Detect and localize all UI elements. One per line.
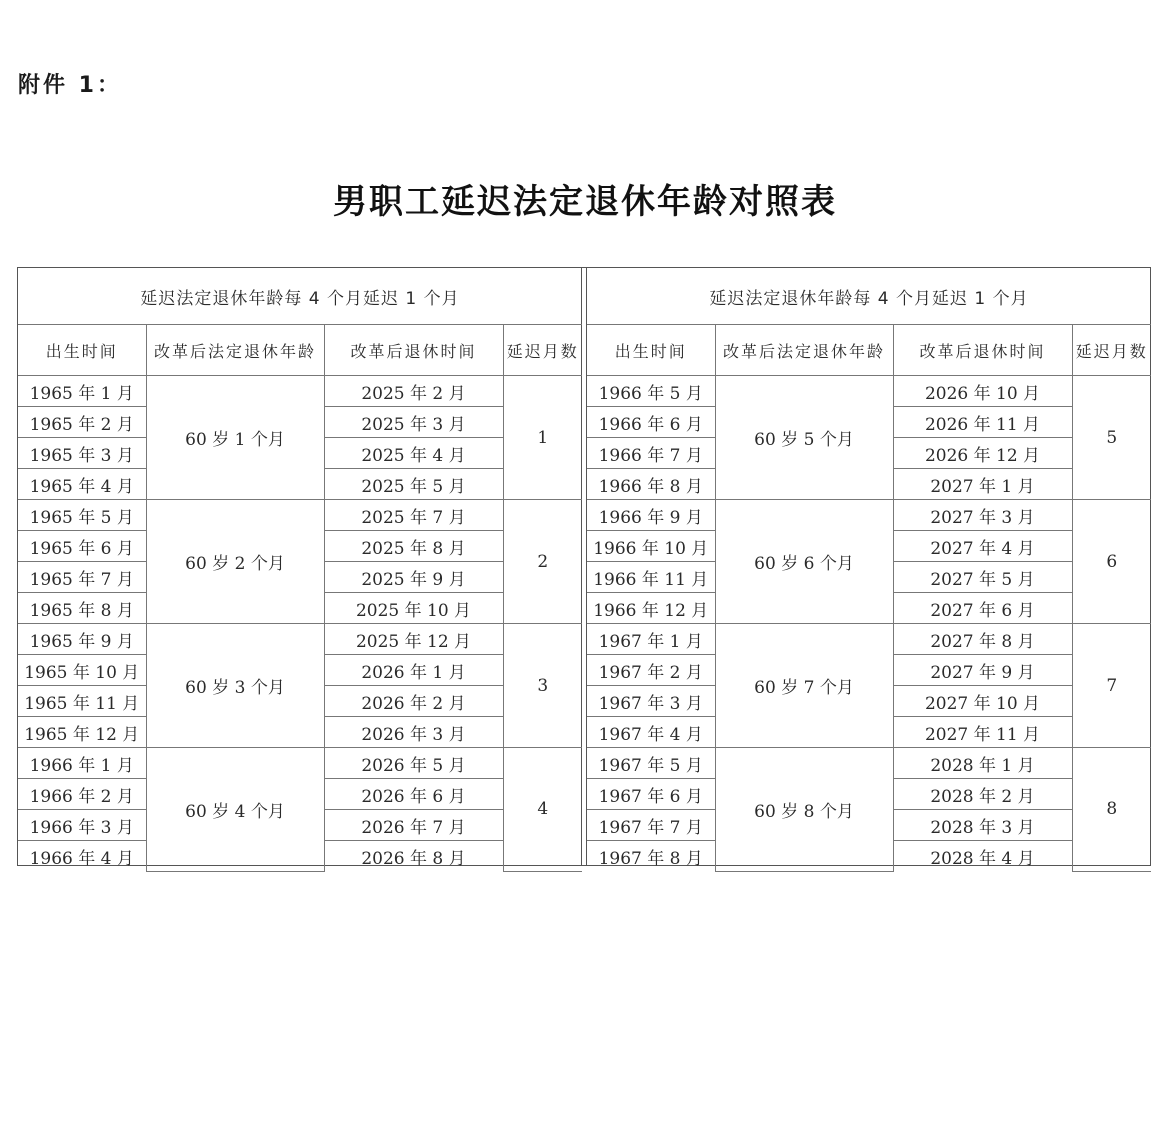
retirement-age-cell: 60 岁 4 个月	[146, 748, 324, 872]
birth-cell: 1965 年 4 月	[18, 469, 146, 500]
retirement-time-cell: 2027 年 1 月	[893, 469, 1072, 500]
left-table	[18, 268, 582, 872]
retirement-time-cell: 2026 年 6 月	[324, 779, 503, 810]
retirement-time-cell: 2028 年 4 月	[893, 841, 1072, 872]
delay-months-cell: 5	[1072, 376, 1151, 500]
retirement-time-cell: 2026 年 2 月	[324, 686, 503, 717]
retirement-time-cell: 2025 年 7 月	[324, 500, 503, 531]
retirement-time-cell: 2025 年 4 月	[324, 438, 503, 469]
retirement-time-cell: 2028 年 2 月	[893, 779, 1072, 810]
table-right-half	[586, 268, 1150, 869]
retirement-time-cell: 2025 年 2 月	[324, 376, 503, 407]
retirement-time-cell: 2025 年 3 月	[324, 407, 503, 438]
retirement-time-cell: 2026 年 11 月	[893, 407, 1072, 438]
birth-cell: 1966 年 12 月	[587, 593, 715, 624]
birth-cell: 1966 年 9 月	[587, 500, 715, 531]
birth-cell: 1966 年 11 月	[587, 562, 715, 593]
retirement-time-cell: 2027 年 6 月	[893, 593, 1072, 624]
birth-cell: 1965 年 5 月	[18, 500, 146, 531]
retirement-time-cell: 2026 年 1 月	[324, 655, 503, 686]
col-header-age: 改革后法定退休年龄	[715, 325, 893, 376]
retirement-time-cell: 2026 年 12 月	[893, 438, 1072, 469]
retirement-time-cell: 2025 年 9 月	[324, 562, 503, 593]
retirement-age-cell: 60 岁 5 个月	[715, 376, 893, 500]
group-header: 延迟法定退休年龄每 4 个月延迟 1 个月	[18, 268, 582, 325]
table-left-half	[18, 268, 582, 869]
retirement-time-cell: 2026 年 7 月	[324, 810, 503, 841]
birth-cell: 1965 年 12 月	[18, 717, 146, 748]
birth-cell: 1967 年 1 月	[587, 624, 715, 655]
col-header-age: 改革后法定退休年龄	[146, 325, 324, 376]
col-header-delay: 延迟月数	[1072, 325, 1151, 376]
table-row	[587, 500, 1151, 531]
group-header: 延迟法定退休年龄每 4 个月延迟 1 个月	[587, 268, 1151, 325]
birth-cell: 1966 年 8 月	[587, 469, 715, 500]
retirement-time-cell: 2025 年 12 月	[324, 624, 503, 655]
retirement-time-cell: 2028 年 1 月	[893, 748, 1072, 779]
retirement-age-cell: 60 岁 2 个月	[146, 500, 324, 624]
birth-cell: 1966 年 7 月	[587, 438, 715, 469]
birth-cell: 1965 年 10 月	[18, 655, 146, 686]
birth-cell: 1967 年 2 月	[587, 655, 715, 686]
document-title: 男职工延迟法定退休年龄对照表	[333, 182, 837, 222]
birth-cell: 1965 年 6 月	[18, 531, 146, 562]
table-row	[18, 624, 582, 655]
birth-cell: 1967 年 6 月	[587, 779, 715, 810]
table-row	[587, 376, 1151, 407]
retirement-time-cell: 2026 年 3 月	[324, 717, 503, 748]
birth-cell: 1966 年 2 月	[18, 779, 146, 810]
birth-cell: 1966 年 10 月	[587, 531, 715, 562]
table-row	[587, 748, 1151, 779]
retirement-time-cell: 2025 年 10 月	[324, 593, 503, 624]
retirement-time-cell: 2025 年 5 月	[324, 469, 503, 500]
delay-months-cell: 1	[503, 376, 582, 500]
birth-cell: 1966 年 6 月	[587, 407, 715, 438]
birth-cell: 1967 年 7 月	[587, 810, 715, 841]
retirement-time-cell: 2027 年 4 月	[893, 531, 1072, 562]
delay-months-cell: 8	[1072, 748, 1151, 872]
birth-cell: 1967 年 8 月	[587, 841, 715, 872]
table-row	[587, 624, 1151, 655]
birth-cell: 1965 年 7 月	[18, 562, 146, 593]
delay-months-cell: 4	[503, 748, 582, 872]
retirement-time-cell: 2027 年 3 月	[893, 500, 1072, 531]
right-table	[587, 268, 1151, 872]
birth-cell: 1966 年 1 月	[18, 748, 146, 779]
table-row	[18, 500, 582, 531]
retirement-age-cell: 60 岁 3 个月	[146, 624, 324, 748]
birth-cell: 1966 年 3 月	[18, 810, 146, 841]
birth-cell: 1967 年 3 月	[587, 686, 715, 717]
retirement-time-cell: 2027 年 8 月	[893, 624, 1072, 655]
retirement-age-cell: 60 岁 8 个月	[715, 748, 893, 872]
attachment-label: 附件 1：	[18, 73, 122, 98]
table-row	[18, 748, 582, 779]
delay-months-cell: 3	[503, 624, 582, 748]
delay-months-cell: 2	[503, 500, 582, 624]
birth-cell: 1966 年 5 月	[587, 376, 715, 407]
birth-cell: 1965 年 2 月	[18, 407, 146, 438]
birth-cell: 1967 年 5 月	[587, 748, 715, 779]
retirement-time-cell: 2026 年 8 月	[324, 841, 503, 872]
retirement-time-cell: 2026 年 5 月	[324, 748, 503, 779]
birth-cell: 1965 年 11 月	[18, 686, 146, 717]
retirement-time-cell: 2028 年 3 月	[893, 810, 1072, 841]
retirement-table	[17, 267, 1151, 869]
birth-cell: 1965 年 1 月	[18, 376, 146, 407]
col-header-time: 改革后退休时间	[324, 325, 503, 376]
delay-months-cell: 6	[1072, 500, 1151, 624]
col-header-time: 改革后退休时间	[893, 325, 1072, 376]
birth-cell: 1965 年 3 月	[18, 438, 146, 469]
birth-cell: 1965 年 8 月	[18, 593, 146, 624]
birth-cell: 1966 年 4 月	[18, 841, 146, 872]
table-row	[18, 376, 582, 407]
retirement-time-cell: 2026 年 10 月	[893, 376, 1072, 407]
retirement-age-cell: 60 岁 7 个月	[715, 624, 893, 748]
retirement-time-cell: 2027 年 11 月	[893, 717, 1072, 748]
retirement-age-cell: 60 岁 1 个月	[146, 376, 324, 500]
birth-cell: 1965 年 9 月	[18, 624, 146, 655]
retirement-age-cell: 60 岁 6 个月	[715, 500, 893, 624]
retirement-time-cell: 2025 年 8 月	[324, 531, 503, 562]
retirement-time-cell: 2027 年 5 月	[893, 562, 1072, 593]
delay-months-cell: 7	[1072, 624, 1151, 748]
col-header-birth: 出生时间	[587, 325, 715, 376]
col-header-birth: 出生时间	[18, 325, 146, 376]
retirement-time-cell: 2027 年 10 月	[893, 686, 1072, 717]
retirement-time-cell: 2027 年 9 月	[893, 655, 1072, 686]
col-header-delay: 延迟月数	[503, 325, 582, 376]
birth-cell: 1967 年 4 月	[587, 717, 715, 748]
